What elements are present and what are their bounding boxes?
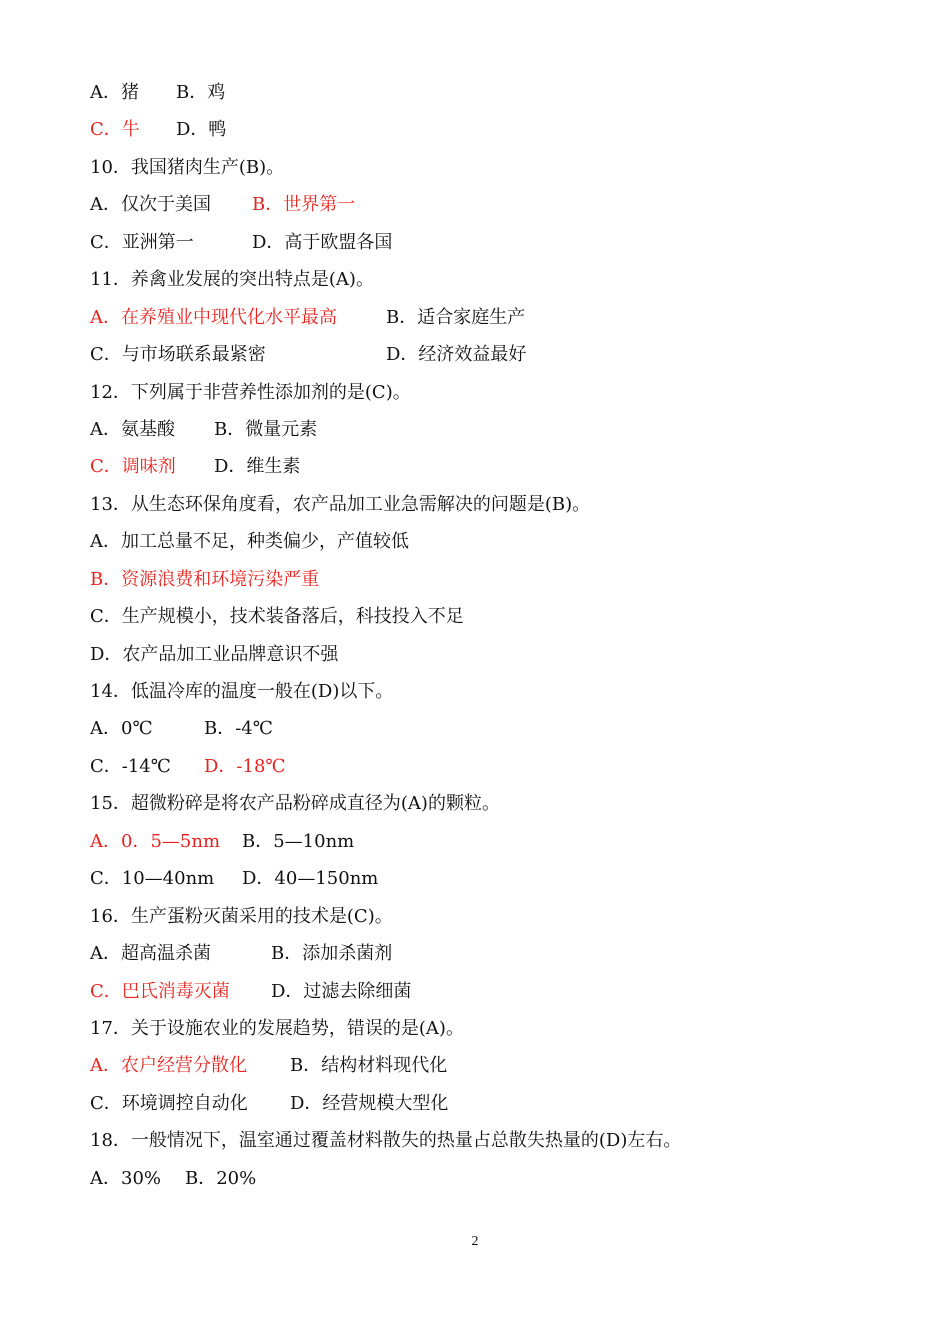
- answer-option-correct: B．世界第一: [252, 194, 356, 216]
- answer-option: B．结构材料现代化: [290, 1055, 448, 1077]
- answer-option: A．0℃: [90, 718, 153, 740]
- q13-option-c: [90, 598, 910, 635]
- q9-options-cd: [90, 111, 910, 148]
- q14-question: 14．低温冷库的温度一般在(D)以下。: [90, 681, 394, 702]
- page-number: 2: [471, 1234, 479, 1249]
- q14-options-cd: [90, 748, 910, 785]
- q16-question: 16．生产蛋粉灭菌采用的技术是(C)。: [90, 905, 393, 927]
- page-content: [90, 74, 910, 1197]
- q13-option-b: [90, 561, 910, 598]
- answer-option: B．微量元素: [214, 418, 318, 440]
- q10-options-cd: [90, 224, 910, 261]
- answer-option: C．环境调控自动化: [90, 1092, 248, 1114]
- answer-option: B．鸡: [176, 82, 226, 103]
- answer-option: B．20%: [185, 1167, 257, 1189]
- answer-option: B．-4℃: [204, 718, 273, 740]
- q13-option-a: [90, 523, 910, 560]
- answer-option: C．生产规模小，技术装备落后，科技投入不足: [90, 606, 464, 628]
- answer-option: D．维生素: [214, 456, 301, 478]
- answer-option: A．超高温杀菌: [90, 943, 211, 965]
- answer-option-correct: C．巴氏消毒灭菌: [90, 980, 230, 1002]
- answer-option-correct: A．在养殖业中现代化水平最高: [90, 306, 337, 328]
- answer-option-correct: C．牛: [90, 119, 140, 141]
- q11-options-cd: [90, 336, 910, 373]
- q12-question: 12．下列属于非营养性添加剂的是(C)。: [90, 381, 411, 403]
- q17-options-cd: [90, 1085, 910, 1122]
- q12-options-ab: [90, 411, 910, 448]
- q15-question: 15．超微粉碎是将农产品粉碎成直径为(A)的颗粒。: [90, 793, 500, 815]
- q17-options-ab: [90, 1047, 910, 1084]
- answer-option: A．30%: [90, 1167, 162, 1189]
- answer-option: D．过滤去除细菌: [271, 980, 412, 1002]
- q11-options-ab: [90, 299, 910, 336]
- answer-option: C．与市场联系最紧密: [90, 344, 266, 366]
- answer-option: D．农产品加工业品牌意识不强: [90, 643, 339, 665]
- answer-option: B．适合家庭生产: [386, 306, 526, 328]
- answer-option: D．高于欧盟各国: [252, 231, 393, 253]
- answer-option-correct: B．资源浪费和环境污染严重: [90, 568, 320, 590]
- answer-option: B．5—10nm: [242, 830, 355, 852]
- q16-options-cd: [90, 973, 910, 1010]
- answer-option: D．经营规模大型化: [290, 1092, 449, 1114]
- q9-options-ab: [90, 74, 910, 111]
- q15-options-ab: [90, 823, 910, 860]
- answer-option-correct: C．调味剂: [90, 456, 176, 478]
- answer-option: D．鸭: [176, 119, 227, 141]
- q10-options-ab: [90, 186, 910, 223]
- answer-option: C．亚洲第一: [90, 231, 194, 253]
- q16-options-ab: [90, 935, 910, 972]
- q10-question: 10．我国猪肉生产(B)。: [90, 156, 285, 178]
- q18-options-ab: [90, 1160, 910, 1197]
- answer-option: C．-14℃: [90, 755, 171, 777]
- q17-question: 17．关于设施农业的发展趋势，错误的是(A)。: [90, 1017, 464, 1039]
- q18-question: 18．一般情况下，温室通过覆盖材料散失的热量占总散失热量的(D)左右。: [90, 1130, 682, 1152]
- q13-option-d: [90, 636, 910, 673]
- q13-question: 13．从生态环保角度看，农产品加工业急需解决的问题是(B)。: [90, 493, 591, 515]
- answer-option: A．加工总量不足，种类偏少，产值较低: [90, 531, 409, 553]
- answer-option-correct: A．农户经营分散化: [90, 1055, 247, 1077]
- answer-option: A．猪: [90, 82, 139, 103]
- q12-options-cd: [90, 448, 910, 485]
- answer-option: D．经济效益最好: [386, 344, 527, 366]
- answer-option: C．10—40nm: [90, 868, 215, 890]
- answer-option-correct: D．-18℃: [204, 755, 286, 777]
- answer-option: B．添加杀菌剂: [271, 943, 393, 965]
- q11-question: 11．养禽业发展的突出特点是(A)。: [90, 269, 374, 291]
- answer-option: D．40—150nm: [242, 868, 379, 890]
- q14-options-ab: [90, 710, 910, 747]
- answer-option-correct: A．0．5—5nm: [90, 830, 221, 852]
- answer-option: A．氨基酸: [90, 418, 175, 440]
- q15-options-cd: [90, 860, 910, 897]
- answer-option: A．仅次于美国: [90, 194, 211, 216]
